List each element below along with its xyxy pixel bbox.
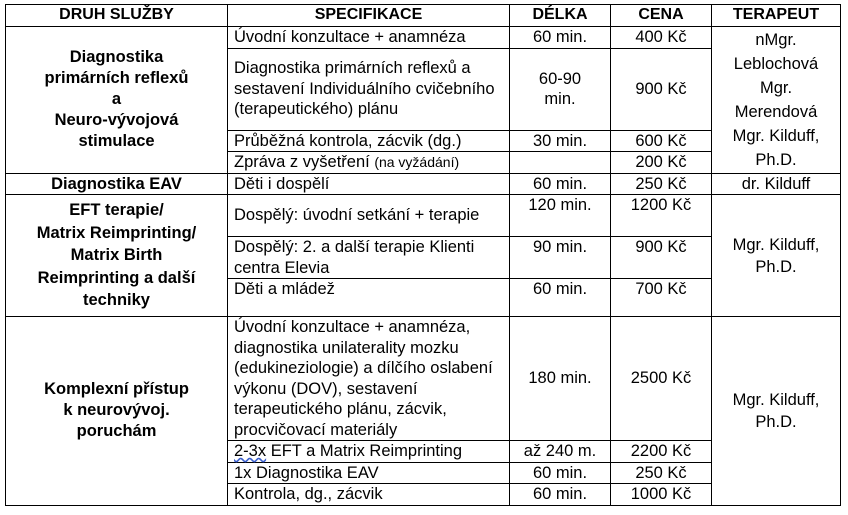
- header-service: DRUH SLUŽBY: [6, 5, 228, 27]
- spec-cell: Dospělý: 2. a další terapie Klienti centra Elevia: [228, 237, 510, 279]
- therapist-line: Merendová: [734, 103, 818, 121]
- price-cell: 250 Kč: [611, 462, 712, 484]
- therapist-line: Leblochová: [733, 55, 819, 73]
- service-line: stimulace: [78, 132, 155, 151]
- spec-cell: Diagnostika primárních reflexů a sestavení Individuálního cvičebního (terapeutického) plánu: [228, 48, 510, 130]
- service-line: techniky: [83, 291, 150, 310]
- spec-cell: Děti i dospělí: [228, 173, 510, 195]
- length-cell: 120 min.: [510, 195, 611, 237]
- header-row: [6, 5, 841, 27]
- spec-cell: Úvodní konzultace + anamnéza, diagnostika unilaterality mozku (edukineziologie) a dílčího oslabení výkonu (DOV), sestavení terapeutického plánu, zácvik, procvičovací materiály: [228, 317, 510, 441]
- service-line: EFT terapie/: [69, 201, 164, 220]
- length-cell: 60 min.: [510, 484, 611, 506]
- service-line: poruchám: [76, 422, 157, 441]
- length-cell: 180 min.: [510, 317, 611, 441]
- price-cell: 400 Kč: [611, 27, 712, 49]
- service-line: k neurovývoj.: [63, 401, 170, 420]
- therapist-line: Ph.D.: [755, 412, 797, 431]
- spec-cell: Dospělý: úvodní setkání + terapie: [228, 195, 510, 237]
- service-cell-reflexes: [6, 27, 228, 174]
- therapist-cell-complex: [712, 317, 841, 506]
- table-row: [6, 317, 841, 441]
- table-row: [6, 173, 841, 195]
- header-length: DÉLKA: [510, 5, 611, 27]
- spec-text: Zpráva z vyšetření: [234, 153, 370, 171]
- therapist-line: Mgr.: [759, 79, 793, 97]
- service-cell-eav: Diagnostika EAV: [6, 173, 228, 195]
- service-line: Matrix Birth: [70, 246, 163, 265]
- length-cell: [510, 152, 611, 174]
- spec-note: (na vyžádání): [374, 154, 460, 170]
- table-row: [6, 27, 841, 49]
- spec-cell: 1x Diagnostika EAV: [228, 462, 510, 484]
- service-cell-eft: [6, 195, 228, 317]
- spec-prefix: 2-3x: [234, 442, 267, 460]
- therapist-line: Mgr. Kilduff,: [732, 390, 820, 409]
- price-cell: 900 Kč: [611, 237, 712, 279]
- price-table: [5, 4, 841, 506]
- spec-cell: [228, 441, 510, 463]
- service-line: Neuro-vývojová: [54, 111, 179, 130]
- service-cell-complex: [6, 317, 228, 506]
- spec-cell: Průběžná kontrola, zácvik (dg.): [228, 130, 510, 152]
- length-cell: 30 min.: [510, 130, 611, 152]
- therapist-cell-eav: dr. Kilduff: [712, 173, 841, 195]
- service-line: Komplexní přístup: [44, 380, 189, 399]
- service-line: a: [111, 90, 122, 109]
- service-line: Diagnostika: [69, 48, 164, 67]
- spec-cell: [228, 152, 510, 174]
- spec-cell: Úvodní konzultace + anamnéza: [228, 27, 510, 49]
- price-cell: 250 Kč: [611, 173, 712, 195]
- therapist-line: Mgr. Kilduff,: [732, 235, 820, 254]
- therapist-line: Ph.D.: [755, 257, 797, 276]
- length-cell: 60-90 min.: [510, 48, 611, 130]
- table-row: [6, 195, 841, 237]
- price-cell: 900 Kč: [611, 48, 712, 130]
- length-cell: 90 min.: [510, 237, 611, 279]
- header-spec: SPECIFIKACE: [228, 5, 510, 27]
- therapist-cell-reflexes: [712, 27, 841, 174]
- price-cell: 2200 Kč: [611, 441, 712, 463]
- price-cell: 600 Kč: [611, 130, 712, 152]
- therapist-line: nMgr.: [755, 31, 797, 49]
- length-cell: 60 min.: [510, 173, 611, 195]
- spec-text: EFT a Matrix Reimprinting: [266, 442, 463, 460]
- service-line: primárních reflexů: [44, 69, 189, 88]
- length-cell: až 240 m.: [510, 441, 611, 463]
- price-cell: 1200 Kč: [611, 195, 712, 237]
- price-cell: 2500 Kč: [611, 317, 712, 441]
- therapist-line: Ph.D.: [755, 151, 797, 169]
- length-cell: 60 min.: [510, 462, 611, 484]
- therapist-cell-eft: [712, 195, 841, 317]
- service-line: Reimprinting a další: [37, 268, 196, 287]
- spec-cell: Kontrola, dg., zácvik: [228, 484, 510, 506]
- length-cell: 60 min.: [510, 27, 611, 49]
- price-cell: 700 Kč: [611, 279, 712, 317]
- service-line: Matrix Reimprinting/: [36, 223, 197, 242]
- therapist-line: Mgr. Kilduff,: [732, 127, 820, 145]
- header-therapist: TERAPEUT: [712, 5, 841, 27]
- header-price: CENA: [611, 5, 712, 27]
- spec-cell: Děti a mládež: [228, 279, 510, 317]
- length-cell: 60 min.: [510, 279, 611, 317]
- price-cell: 1000 Kč: [611, 484, 712, 506]
- price-cell: 200 Kč: [611, 152, 712, 174]
